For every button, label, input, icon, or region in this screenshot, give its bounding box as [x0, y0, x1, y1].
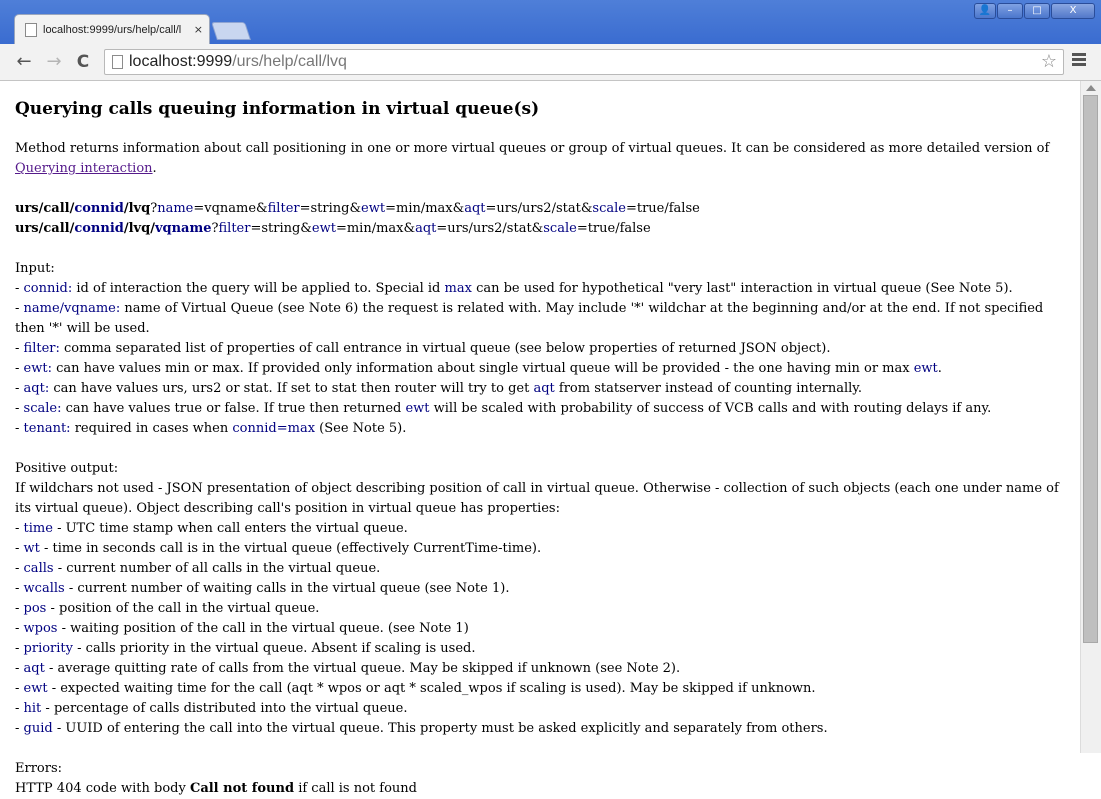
output-prop — [15, 719, 1065, 739]
syntax-param: ewt — [361, 201, 386, 216]
syntax-param: scale — [543, 221, 577, 236]
syntax-param: filter — [218, 221, 251, 236]
param-ref: max — [444, 281, 472, 296]
output-prop — [15, 539, 1065, 559]
syntax-text: ? — [150, 201, 158, 216]
param-ref: ewt — [913, 361, 938, 376]
output-prop — [15, 659, 1065, 679]
output-prop — [15, 599, 1065, 619]
scrollbar-thumb[interactable] — [1083, 95, 1098, 643]
param-name: name/vqname: — [23, 301, 121, 316]
param-desc: (See Note 5). — [315, 421, 407, 436]
syntax-text: ? — [211, 221, 219, 236]
output-prop — [15, 579, 1065, 599]
param-desc: . — [937, 361, 942, 376]
prop-desc: - time in seconds call is in the virtual queue (effectively CurrentTime-time). — [39, 541, 542, 556]
new-tab-button[interactable] — [211, 22, 251, 40]
param-desc: can have values min or max. If provided only information about single virtual queue will be provided - the one having min or max — [51, 361, 914, 376]
param-desc: can be used for hypothetical "very last" interaction in virtual queue (See Note 5). — [471, 281, 1013, 296]
prop-name: hit — [23, 701, 42, 716]
prop-name: wcalls — [23, 581, 65, 596]
syntax-text: =true/false — [625, 201, 700, 216]
browser-tab[interactable] — [14, 14, 210, 44]
param-desc: id of interaction the query will be applied to. Special id — [72, 281, 445, 296]
syntax-path: urs/call/ — [15, 201, 75, 216]
vertical-scrollbar[interactable] — [1080, 81, 1101, 753]
window-controls — [973, 3, 1095, 19]
prop-desc: - UTC time stamp when call enters the virtual queue. — [52, 521, 408, 536]
bullet: - — [15, 541, 24, 556]
param-name: aqt: — [23, 381, 50, 396]
bullet: - — [15, 301, 24, 316]
syntax-path: /lvq — [123, 201, 151, 216]
address-bar[interactable] — [104, 49, 1064, 75]
input-ewt — [15, 359, 1065, 379]
syntax-text: =string& — [250, 221, 312, 236]
param-desc: will be scaled with probability of success of VCB calls and with routing delays if any. — [429, 401, 992, 416]
syntax-param: scale — [592, 201, 626, 216]
syntax-connid: connid — [74, 221, 124, 236]
prop-desc: - average quitting rate of calls from the virtual queue. May be skipped if unknown (see Note 2). — [44, 661, 681, 676]
error-body: Call not found — [189, 781, 295, 796]
scroll-up-arrow-icon[interactable] — [1086, 85, 1096, 91]
page-content — [0, 81, 1080, 796]
syntax-line-1 — [15, 199, 1065, 219]
browser-toolbar — [0, 44, 1101, 81]
intro-text: Method returns information about call positioning in one or more virtual queues or group of virtual queues. It can be considered as more detailed version of — [15, 141, 1050, 156]
syntax-line-2 — [15, 219, 1065, 239]
syntax-param: filter — [267, 201, 300, 216]
param-desc: required in cases when — [70, 421, 233, 436]
bullet: - — [15, 341, 24, 356]
intro-paragraph — [15, 139, 1065, 179]
bookmark-star-icon[interactable]: ☆ — [1040, 51, 1057, 72]
syntax-vqname: vqname — [154, 221, 212, 236]
intro-end: . — [152, 161, 157, 176]
prop-name: time — [23, 521, 53, 536]
prop-name: ewt — [23, 681, 48, 696]
bullet: - — [15, 381, 24, 396]
param-desc: from statserver instead of counting internally. — [554, 381, 863, 396]
bullet: - — [15, 721, 24, 736]
prop-name: calls — [23, 561, 54, 576]
url-path: /urs/help/call/lvq — [232, 53, 347, 70]
bullet: - — [15, 661, 24, 676]
output-prop — [15, 699, 1065, 719]
querying-interaction-link[interactable]: Querying interaction — [15, 161, 153, 176]
url-text — [129, 53, 347, 71]
user-icon[interactable]: 👤 — [974, 3, 996, 19]
bullet: - — [15, 621, 24, 636]
bullet: - — [15, 601, 24, 616]
input-name — [15, 299, 1065, 339]
param-ref: connid=max — [232, 421, 316, 436]
prop-name: priority — [23, 641, 73, 656]
prop-name: wt — [23, 541, 40, 556]
forward-arrow-icon[interactable]: → — [46, 51, 62, 72]
output-heading: Positive output: — [15, 461, 119, 476]
bullet: - — [15, 681, 24, 696]
document — [0, 81, 1065, 799]
syntax-param: ewt — [311, 221, 336, 236]
input-connid — [15, 279, 1065, 299]
prop-name: aqt — [23, 661, 45, 676]
param-desc: name of Virtual Queue (see Note 6) the request is related with. May include '*' wildchar at the beginning and/or at the end. If not specified then '*' will be used. — [15, 301, 1044, 336]
param-ref: ewt — [405, 401, 430, 416]
page-favicon-icon — [25, 23, 37, 37]
error-desc: if call is not found — [294, 781, 417, 796]
syntax-path: /lvq/ — [123, 221, 155, 236]
bullet: - — [15, 361, 24, 376]
bullet: - — [15, 421, 24, 436]
syntax-param: aqt — [464, 201, 486, 216]
page-title: Querying calls queuing information in virtual queue(s) — [15, 99, 540, 119]
prop-desc: - current number of waiting calls in the virtual queue (see Note 1). — [64, 581, 510, 596]
reload-icon[interactable]: C — [76, 52, 90, 72]
prop-name: pos — [23, 601, 47, 616]
title-bar — [0, 0, 1101, 45]
error-desc: HTTP 404 code with body — [15, 781, 190, 796]
syntax-text: =true/false — [576, 221, 651, 236]
input-heading: Input: — [15, 261, 55, 276]
output-prop — [15, 559, 1065, 579]
syntax-text: =urs/urs2/stat& — [436, 221, 544, 236]
minimize-button[interactable]: – — [997, 3, 1023, 19]
errors-text — [15, 779, 1065, 799]
param-desc: can have values true or false. If true then returned — [61, 401, 406, 416]
prop-name: wpos — [23, 621, 58, 636]
bullet: - — [15, 281, 24, 296]
bullet: - — [15, 641, 24, 656]
syntax-text: =string& — [299, 201, 362, 216]
bullet: - — [15, 561, 24, 576]
close-button[interactable]: X — [1051, 3, 1095, 19]
bullet: - — [15, 581, 24, 596]
syntax-param: name — [157, 201, 194, 216]
prop-name: guid — [23, 721, 53, 736]
prop-desc: - current number of all calls in the virtual queue. — [53, 561, 381, 576]
prop-desc: - calls priority in the virtual queue. Absent if scaling is used. — [73, 641, 476, 656]
tab-close-icon[interactable]: × — [193, 23, 203, 36]
back-arrow-icon[interactable]: ← — [16, 51, 32, 72]
maximize-button[interactable]: □ — [1024, 3, 1050, 19]
url-host: localhost:9999 — [129, 53, 233, 70]
prop-desc: - percentage of calls distributed into the virtual queue. — [41, 701, 408, 716]
syntax-connid: connid — [74, 201, 124, 216]
prop-desc: - waiting position of the call in the virtual queue. (see Note 1) — [57, 621, 469, 636]
tab-title: localhost:9999/urs/help/call/l — [43, 23, 182, 36]
param-name: filter: — [23, 341, 60, 356]
bullet: - — [15, 701, 24, 716]
output-prop — [15, 679, 1065, 699]
prop-desc: - position of the call in the virtual queue. — [46, 601, 320, 616]
input-aqt — [15, 379, 1065, 399]
syntax-text: =urs/urs2/stat& — [485, 201, 593, 216]
output-prop — [15, 639, 1065, 659]
output-prop — [15, 519, 1065, 539]
bullet: - — [15, 401, 24, 416]
param-desc: can have values urs, urs2 or stat. If set to stat then router will try to get — [49, 381, 534, 396]
output-description: If wildchars not used - JSON presentation of object describing position of call in virtual queue. Otherwise - collection of such objects (each one under name of its virtual queue). Object describing call's position in virtual queue has properties: — [15, 481, 1059, 516]
input-filter — [15, 339, 1065, 359]
param-name: connid: — [23, 281, 73, 296]
prop-desc: - UUID of entering the call into the virtual queue. This property must be asked explicitly and separately from others. — [52, 721, 828, 736]
syntax-text: =vqname& — [193, 201, 268, 216]
param-name: scale: — [23, 401, 62, 416]
menu-icon[interactable] — [1072, 53, 1086, 68]
syntax-text: =min/max& — [335, 221, 416, 236]
input-tenant — [15, 419, 1065, 439]
prop-desc: - expected waiting time for the call (aqt * wpos or aqt * scaled_wpos if scaling is used). May be skipped if unknown. — [47, 681, 816, 696]
errors-heading: Errors: — [15, 761, 63, 776]
syntax-path: urs/call/ — [15, 221, 75, 236]
param-name: tenant: — [23, 421, 71, 436]
syntax-text: =min/max& — [385, 201, 465, 216]
input-scale — [15, 399, 1065, 419]
param-ref: aqt — [533, 381, 555, 396]
syntax-param: aqt — [415, 221, 437, 236]
bullet: - — [15, 521, 24, 536]
output-prop — [15, 619, 1065, 639]
param-name: ewt: — [23, 361, 52, 376]
param-desc: comma separated list of properties of call entrance in virtual queue (see below properties of returned JSON object). — [59, 341, 831, 356]
page-icon — [112, 55, 123, 69]
